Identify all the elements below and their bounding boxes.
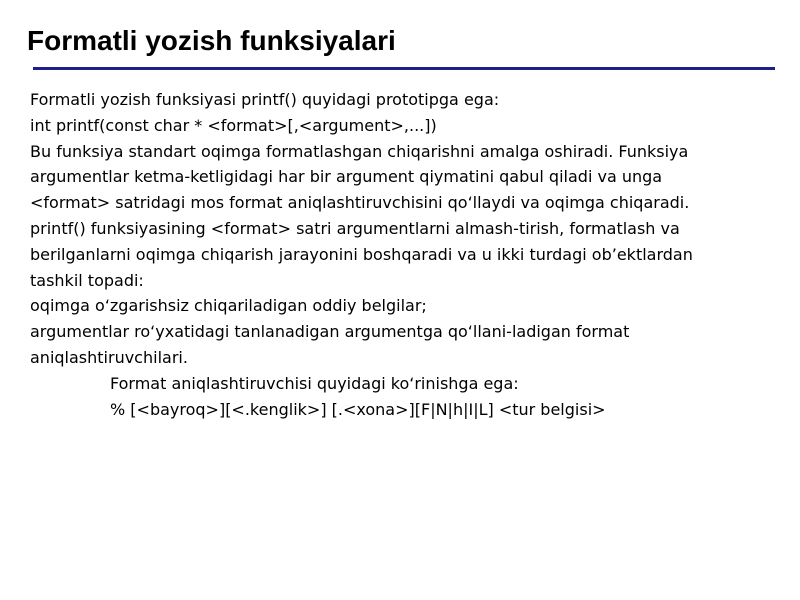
body-line-specifier-syntax: % [<bayroq>][<.kenglik>] [.<xona>][F|N|h|I|L] <tur belgisi> (110, 399, 606, 419)
body-line-description-2: argumentlar ketma-ketligidagi har bir argument qiymatini qabul qiladi va unga (30, 167, 663, 187)
body-line-prototype-intro: Formatli yozish funksiyasi printf() quyidagi prototipga ega: (30, 90, 500, 109)
body-line-specifier-intro: Format aniqlashtiruvchisi quyidagi ko‘rinishga ega: (110, 373, 519, 393)
body-line-plain-chars: oqimga o‘zgarishsiz chiqariladigan oddiy belgilar; (30, 296, 427, 316)
body-line-description-3: <format> satridagi mos format aniqlashtiruvchisini qo‘llaydi va oqimga chiqaradi. (30, 193, 690, 213)
body-line-format-3: tashkil topadi: (30, 270, 144, 290)
body-line-format-1: printf() funksiyasining <format> satri argumentlarni almash-tirish, formatlash va (30, 218, 680, 238)
title-underline (33, 67, 775, 70)
body-line-specifiers-2: aniqlashtiruvchilari. (30, 347, 188, 367)
body-line-specifiers-1: argumentlar ro‘yxatidagi tanlanadigan argumentga qo‘llani-ladigan format (30, 322, 630, 342)
slide-body (30, 87, 780, 422)
body-line-description-1: Bu funksiya standart oqimga formatlashgan chiqarishni amalga oshiradi. Funksiya (30, 141, 689, 161)
body-line-format-2: berilganlarni oqimga chiqarish jarayonini boshqaradi va u ikki turdagi ob’ektlardan (30, 244, 693, 264)
slide-title: Formatli yozish funksiyalari (27, 25, 396, 56)
body-line-prototype: int printf(const char * <format>[,<argument>,...]) (30, 115, 437, 135)
